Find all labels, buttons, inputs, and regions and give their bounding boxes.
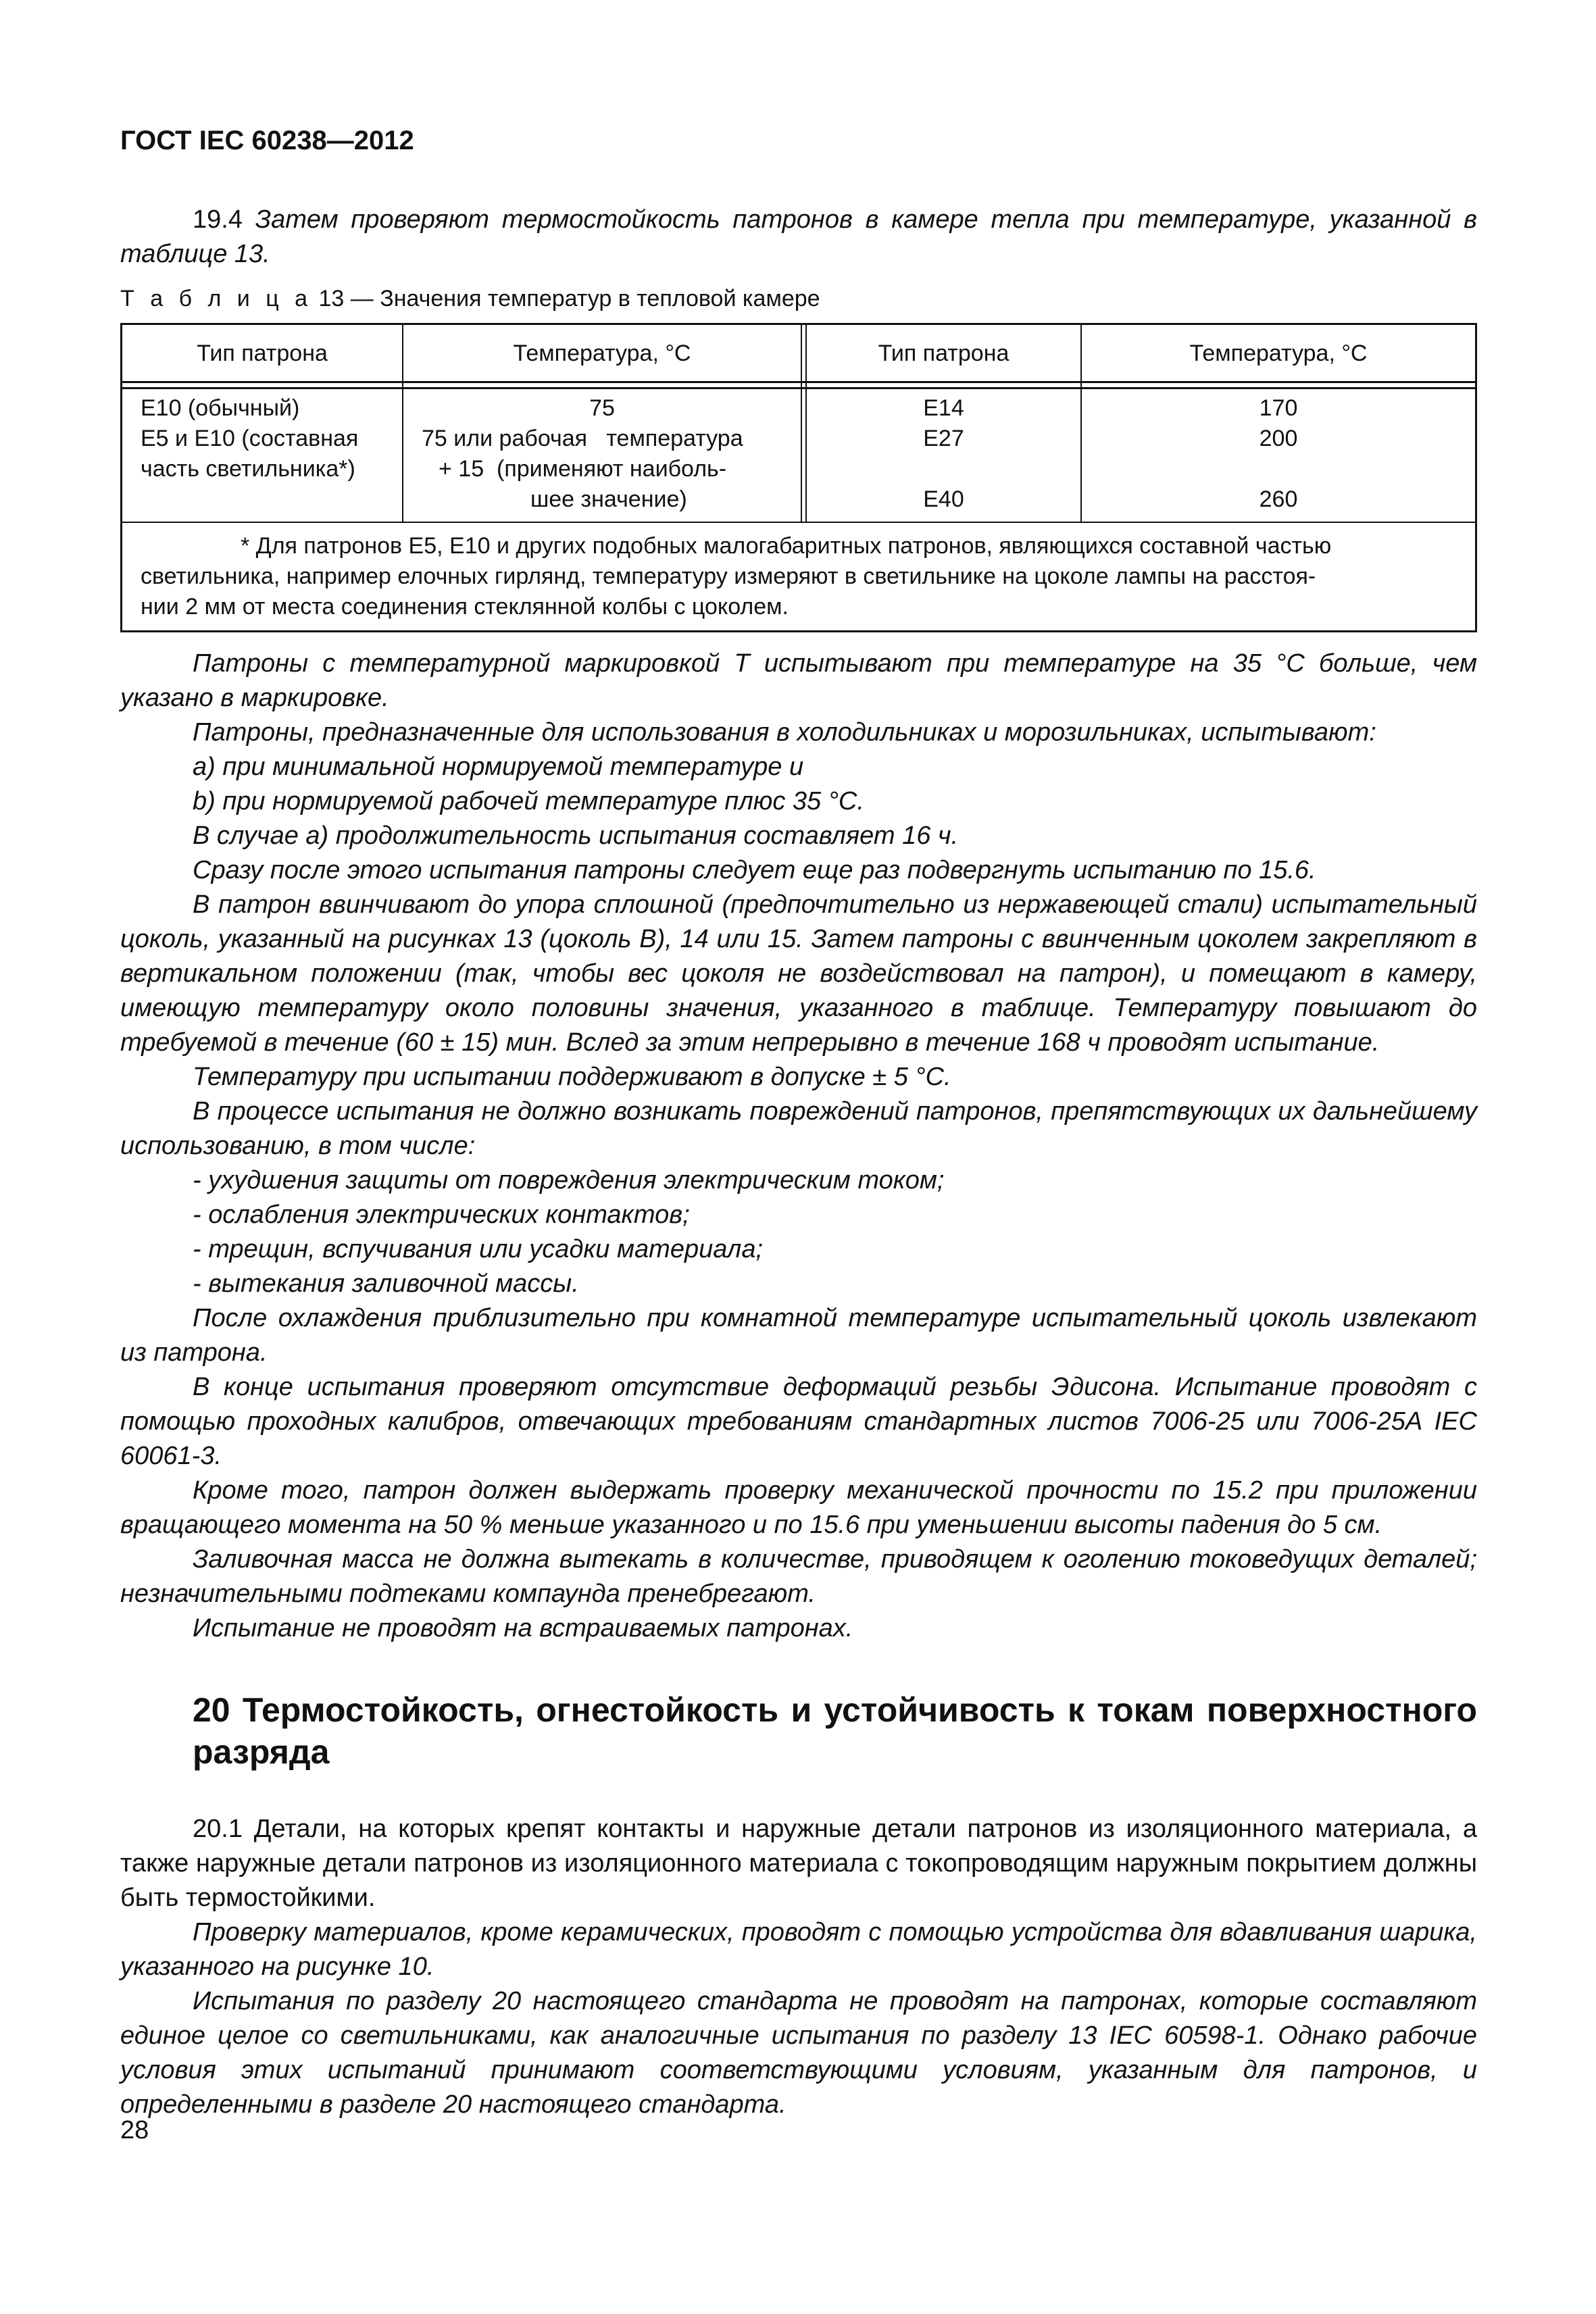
table-cell-temp: 200: [1259, 426, 1298, 451]
table-caption-label: Т а б л и ц а: [120, 286, 313, 311]
body-paragraph: Испытания по разделу 20 настоящего стандарта не проводят на патронах, которые составляют единое целое со светильниками, как аналогичные испытания по разделу 13 IEC 60598-1. Однако рабочие условия этих испытаний принимают соответствующими условиям, указанным для патронов, и определенными в разделе 20 настоящего стандарта.: [120, 1987, 1477, 2119]
body-paragraph: После охлаждения приблизительно при комнатной температуре испытательный цоколь извлекают из патрона.: [120, 1304, 1477, 1367]
table-caption-text: 13 — Значения температур в тепловой камере: [318, 286, 820, 311]
table-header-rule: [122, 381, 1475, 383]
body-paragraph: В случае а) продолжительность испытания составляет 16 ч.: [193, 822, 959, 850]
table-cell-type: часть светильника*): [141, 456, 355, 482]
table-cell-temp: + 15 (применяют наиболь-: [439, 456, 727, 482]
clause-19-4-body: [120, 647, 1477, 1646]
table-cell-type: Е5 и Е10 (составная: [141, 426, 359, 451]
table-cell-temp: 260: [1259, 486, 1298, 512]
table-cell-temp: 170: [1259, 395, 1298, 421]
body-paragraph: Испытание не проводят на встраиваемых патронах.: [193, 1614, 853, 1642]
table-caption: [120, 284, 820, 313]
temperature-table: [120, 323, 1477, 632]
list-item: - вытекания заливочной массы.: [193, 1269, 579, 1298]
list-item: - ослабления электрических контактов;: [193, 1201, 690, 1229]
clause-19-4: [120, 203, 1477, 272]
body-paragraph: Патроны, предназначенные для использования в холодильниках и морозильниках, испытывают:: [193, 718, 1376, 747]
table-cell-type: Е10 (обычный): [141, 395, 300, 421]
list-item: - трещин, вспучивания или усадки материала;: [193, 1235, 764, 1263]
table-footnote-line: нии 2 мм от места соединения стеклянной колбы с цоколем.: [141, 594, 789, 620]
body-paragraph: В конце испытания проверяют отсутствие деформаций резьбы Эдисона. Испытание проводят с помощью проходных калибров, отвечающих требованиям стандартных листов 7006-25 или 7006-25А IEC 60061-3.: [120, 1373, 1477, 1470]
table-cell-type: Е27: [923, 426, 964, 451]
page-number: 28: [120, 2116, 149, 2144]
document-header: ГОСТ IEC 60238—2012: [120, 126, 414, 155]
body-paragraph: Заливочная масса не должна вытекать в количестве, приводящем к оголению токоведущих деталей; незначительными подтеками компаунда пренебрегают.: [120, 1545, 1477, 1608]
body-paragraph: Кроме того, патрон должен выдержать проверку механической прочности по 15.2 при приложении вращающего момента на 50 % меньше указанного и по 15.6 при уменьшении высоты падения до 5 см.: [120, 1476, 1477, 1539]
body-paragraph: В патрон ввинчивают до упора сплошной (предпочтительно из нержавеющей стали) испытательный цоколь, указанный на рисунках 13 (цоколь В), 14 или 15. Затем патроны с ввинченным цоколем закрепляют в вертикальном положении (так, чтобы вес цоколя не воздействовал на патрон), и помещают в камеру, имеющую температуру около половины значения, указанного в таблице. Температуру повышают до требуемой в течение (60 ± 15) мин. Вслед за этим непрерывно в течение 168 ч проводят испытание.: [120, 890, 1477, 1057]
body-paragraph: Патроны с температурной маркировкой T испытывают при температуре на 35 °С больше, чем указано в маркировке.: [120, 649, 1477, 712]
list-item: - ухудшения защиты от повреждения электрическим током;: [193, 1166, 945, 1194]
section-20-body: [120, 1812, 1477, 2122]
table-header-cell: Тип патрона: [878, 341, 1009, 366]
table-header-rule-double: [122, 387, 1475, 389]
clause-number: 19.4: [193, 205, 243, 234]
body-paragraph: b) при нормируемой рабочей температуре плюс 35 °С.: [193, 787, 864, 815]
table-footnote-line: светильника, например елочных гирлянд, температуру измеряют в светильнике на цоколе лампы на расстоя-: [141, 563, 1316, 589]
table-footnote-rule: [122, 522, 1475, 523]
clause-text: Затем проверяют термостойкость патронов в камере тепла при температуре, указанной в таблице 13.: [120, 205, 1477, 268]
body-paragraph: Сразу после этого испытания патроны следует еще раз подвергнуть испытанию по 15.6.: [193, 856, 1316, 884]
body-paragraph: Проверку материалов, кроме керамических, проводят с помощью устройства для вдавливания шарика, указанного на рисунке 10.: [120, 1918, 1477, 1981]
table-cell-temp: шее значение): [530, 486, 687, 512]
table-header-cell: Тип патрона: [197, 341, 328, 366]
table-cell-temp: 75 или рабочая температура: [422, 426, 743, 451]
table-col-rule-2a: [801, 325, 802, 522]
table-footnote-line: * Для патронов Е5, Е10 и других подобных малогабаритных патронов, являющихся составной частью: [241, 533, 1332, 559]
body-paragraph: Температуру при испытании поддерживают в допуске ± 5 °С.: [193, 1063, 951, 1091]
body-paragraph: В процессе испытания не должно возникать повреждений патронов, препятствующих их дальнейшему использованию, в том числе:: [120, 1097, 1477, 1160]
table-header-cell: Температура, °С: [1189, 341, 1368, 366]
document-page: [120, 0, 1477, 2314]
table-header-cell: Температура, °С: [513, 341, 691, 366]
body-paragraph: 20.1 Детали, на которых крепят контакты и наружные детали патронов из изоляционного материала, а также наружные детали патронов из изоляционного материала с токопроводящим наружным покрытием должны быть термостойкими.: [120, 1815, 1477, 1912]
table-cell-type: Е40: [923, 486, 964, 512]
section-20-title: 20 Термостойкость, огнестойкость и устойчивость к токам поверхностного разряда: [193, 1691, 1477, 1771]
table-cell-type: Е14: [923, 395, 964, 421]
body-paragraph: a) при минимальной нормируемой температуре и: [193, 753, 804, 781]
table-cell-temp: 75: [589, 395, 615, 421]
